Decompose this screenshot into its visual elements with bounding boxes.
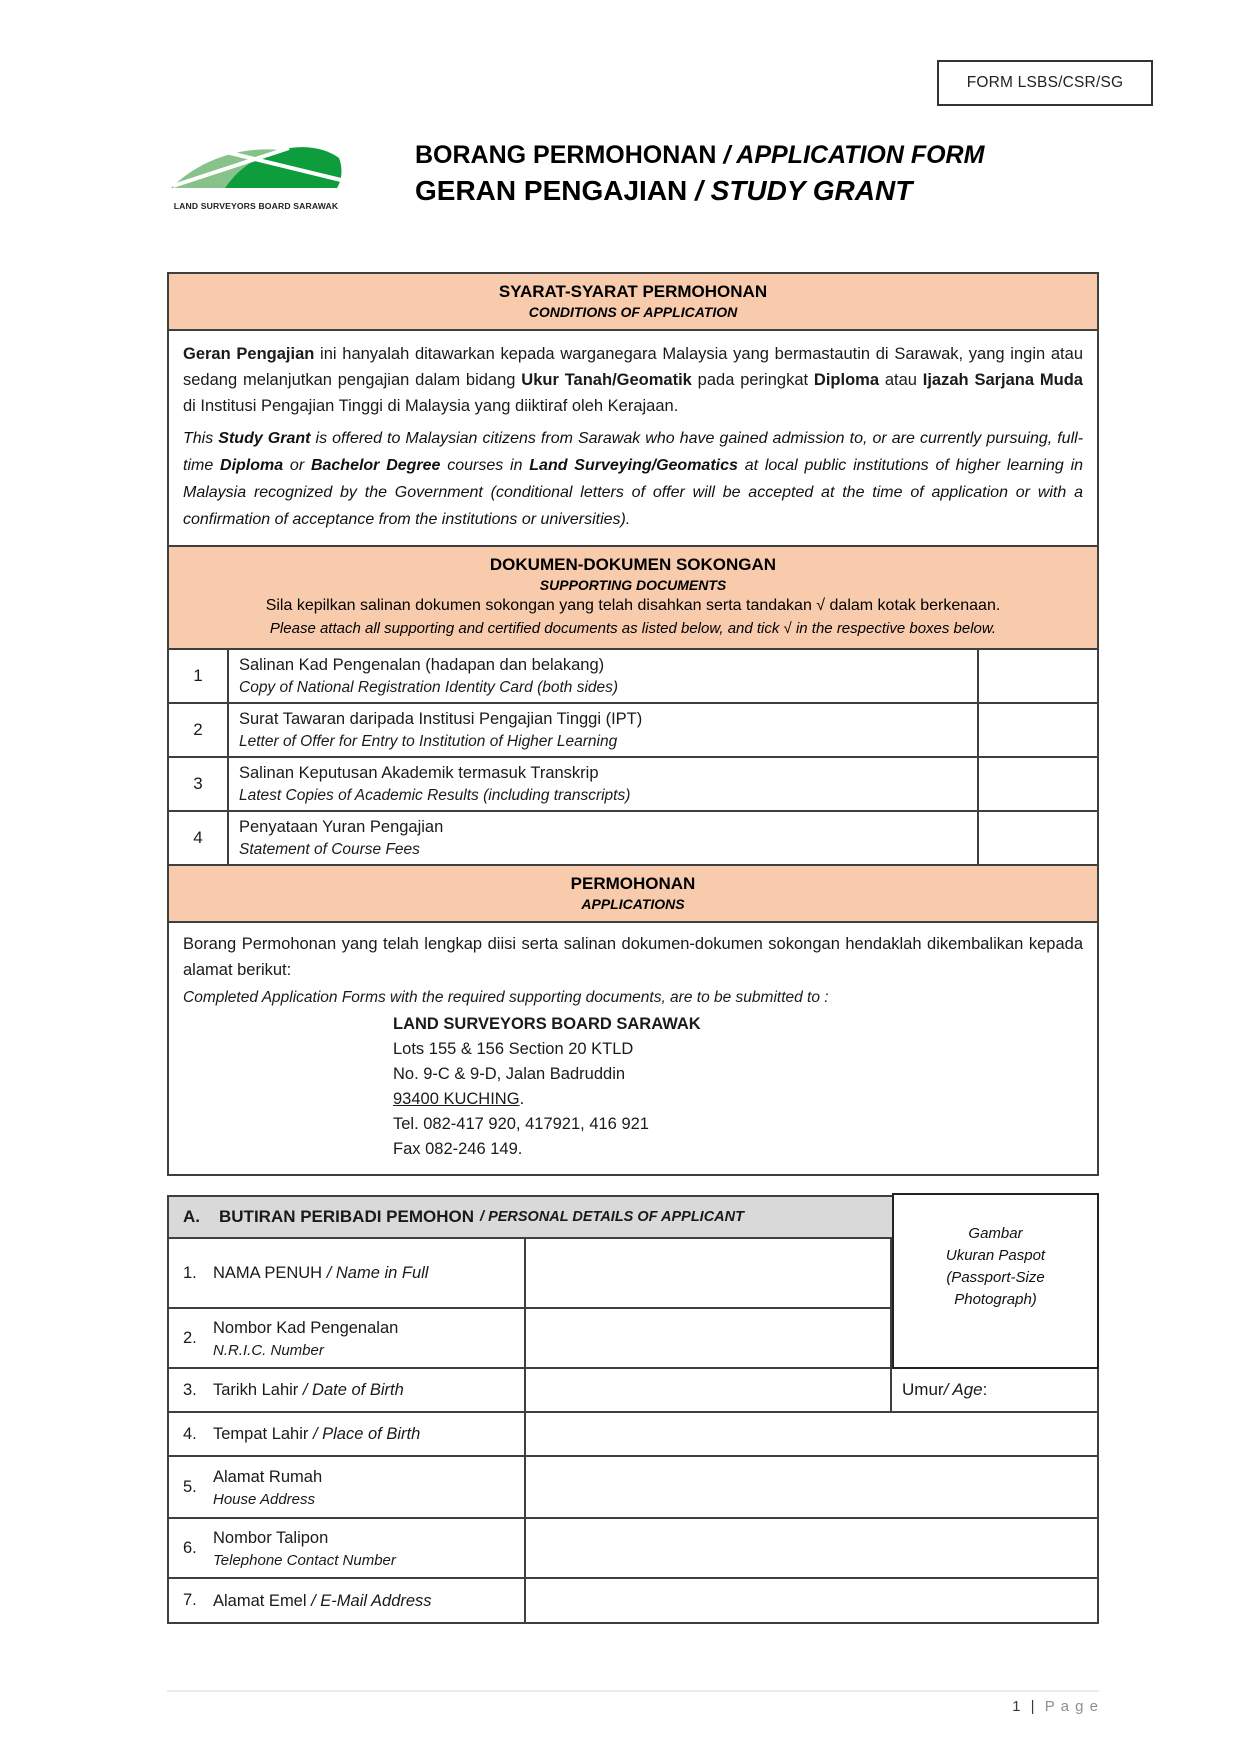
title-line-2: GERAN PENGAJIAN / STUDY GRANT [415, 175, 913, 206]
page-footer [167, 1698, 1099, 1715]
field-row-place-of-birth [167, 1413, 1099, 1457]
document-row-en: Latest Copies of Academic Results (including transcripts) [239, 787, 631, 804]
section-a-title-ms: BUTIRAN PERIBADI PEMOHON [219, 1207, 475, 1226]
address-line-1: LAND SURVEYORS BOARD SARAWAK [393, 1015, 701, 1033]
lsbs-logo [167, 136, 345, 211]
document-row-en: Copy of National Registration Identity Card (both sides) [239, 679, 619, 696]
form-code-box [937, 60, 1153, 106]
lsbs-logo-icon [167, 136, 345, 194]
documents-section-header [169, 547, 1097, 650]
page-label: P a g e [1044, 1698, 1099, 1715]
address-line-6: Fax 082-246 149. [393, 1140, 523, 1158]
field-title: NAMA PENUH / Name in Full [213, 1264, 429, 1282]
input-telephone[interactable] [526, 1519, 1099, 1579]
applications-section-header [169, 866, 1097, 923]
applications-paragraph-en: Completed Application Forms with the required supporting documents, are to be submitted to : [183, 989, 829, 1006]
input-house-address[interactable] [526, 1457, 1099, 1519]
document-row-en: Letter of Offer for Entry to Institution of Higher Learning [239, 733, 618, 750]
passport-photo-box [892, 1193, 1099, 1369]
photo-box-line: Gambar [968, 1225, 1023, 1242]
field-label [167, 1309, 526, 1369]
input-place-of-birth[interactable] [526, 1413, 1099, 1457]
field-number: 6. [183, 1538, 197, 1557]
logo-caption: LAND SURVEYORS BOARD SARAWAK [173, 201, 339, 211]
document-row-1 [169, 650, 1097, 704]
document-row-text [229, 758, 977, 810]
document-row-en: Statement of Course Fees [239, 841, 420, 858]
form-code-text: FORM LSBS/CSR/SG [966, 74, 1124, 91]
conditions-section-header [169, 274, 1097, 331]
conditions-paragraph-en: This Study Grant is offered to Malaysian citizens from Sarawak who have gained admission to, or are currently pursuing, full-time Diploma or Bachelor Degree courses in Land Surveying/Geomatics at local public institutions of higher learning in Malaysia recognized by the Government (conditional letters of offer will be accepted at the time of application or with a confirmation of acceptance from the institutions or universities). [183, 430, 1084, 528]
address-line-2: Lots 155 & 156 Section 20 KTLD [393, 1040, 634, 1058]
documents-note-ms: Sila kepilkan salinan dokumen sokongan yang telah disahkan serta tandakan √ dalam kotak berkenaan. [265, 597, 1001, 614]
documents-note-en: Please attach all supporting and certified documents as listed below, and tick √ in the respective boxes below. [269, 620, 997, 637]
footer-rule [167, 1690, 1099, 1692]
document-row-4 [169, 812, 1097, 866]
page-number: 1 [1012, 1698, 1021, 1715]
document-row-number: 1 [169, 650, 229, 702]
field-subtitle: N.R.I.C. Number [213, 1341, 324, 1359]
field-number: 2. [183, 1328, 197, 1347]
photo-box-line: Photograph) [954, 1291, 1037, 1308]
document-row-number: 4 [169, 812, 229, 864]
document-row-number: 3 [169, 758, 229, 810]
conditions-paragraph-ms: Geran Pengajian ini hanyalah ditawarkan kepada warganegara Malaysia yang bermastautin di Sarawak, yang ingin atau sedang melanjutkan pengajian dalam bidang Ukur Tanah/Geomatik pada peringkat Diploma atau Ijazah Sarjana Muda di Institusi Pengajian Tinggi di Malaysia yang diiktiraf oleh Kerajaan. [183, 345, 1083, 415]
field-number: 3. [183, 1380, 197, 1399]
personal-details-section [167, 1195, 1099, 1624]
field-number: 1. [183, 1263, 197, 1282]
field-label [167, 1369, 526, 1413]
applications-paragraph-ms: Borang Permohonan yang telah lengkap diisi serta salinan dokumen-dokumen sokongan hendaklah dikembalikan kepada alamat berikut: [183, 935, 1083, 979]
photo-box-line: Ukuran Paspot [945, 1247, 1046, 1264]
field-row-house-address [167, 1457, 1099, 1519]
address-line-4: 93400 KUCHING. [393, 1090, 525, 1108]
document-row-ms: Surat Tawaran daripada Institusi Pengajian Tinggi (IPT) [239, 710, 643, 728]
field-subtitle: House Address [213, 1490, 315, 1508]
field-row-telephone [167, 1519, 1099, 1579]
conditions-title-ms: SYARAT-SYARAT PERMOHONAN [498, 282, 768, 301]
field-title: Nombor Kad Pengenalan [213, 1318, 399, 1337]
document-title [415, 138, 1065, 210]
documents-title-ms: DOKUMEN-DOKUMEN SOKONGAN [489, 555, 777, 574]
photo-box-line: (Passport-Size [946, 1269, 1045, 1286]
main-table [167, 272, 1099, 1176]
document-row-text [229, 650, 977, 702]
age-cell[interactable]: Umur / Age : [892, 1369, 1099, 1413]
field-number: 4. [183, 1424, 197, 1443]
field-label [167, 1239, 526, 1309]
tick-box-1[interactable] [977, 650, 1097, 702]
document-row-2 [169, 704, 1097, 758]
applications-body [169, 923, 1097, 1174]
input-full-name[interactable] [526, 1239, 892, 1309]
field-number: 5. [183, 1477, 197, 1496]
field-title: Nombor Talipon [213, 1528, 329, 1547]
tick-box-4[interactable] [977, 812, 1097, 864]
applications-title-ms: PERMOHONAN [570, 874, 696, 893]
document-row-ms: Salinan Kad Pengenalan (hadapan dan belakang) [239, 656, 605, 674]
field-row-email [167, 1579, 1099, 1624]
page-separator: | [1030, 1698, 1035, 1715]
document-row-ms: Penyataan Yuran Pengajian [239, 818, 444, 836]
input-nric[interactable] [526, 1309, 892, 1369]
field-subtitle: Telephone Contact Number [213, 1551, 396, 1569]
tick-box-3[interactable] [977, 758, 1097, 810]
field-label [167, 1413, 526, 1457]
field-row-date-of-birth [167, 1369, 1099, 1413]
field-title: Alamat Emel / E-Mail Address [213, 1591, 432, 1610]
field-title: Tarikh Lahir / Date of Birth [213, 1381, 404, 1399]
document-row-ms: Salinan Keputusan Akademik termasuk Transkrip [239, 764, 599, 782]
document-row-text [229, 704, 977, 756]
document-row-3 [169, 758, 1097, 812]
field-title: Tempat Lahir / Place of Birth [213, 1425, 421, 1443]
title-line-1: BORANG PERMOHONAN / APPLICATION FORM [415, 141, 985, 169]
document-row-text [229, 812, 977, 864]
conditions-body [169, 331, 1097, 547]
section-a-title-en: / PERSONAL DETAILS OF APPLICANT [480, 1209, 744, 1225]
field-label [167, 1579, 526, 1624]
applications-title-en: APPLICATIONS [581, 896, 685, 912]
address-line-5: Tel. 082-417 920, 417921, 416 921 [393, 1115, 649, 1133]
tick-box-2[interactable] [977, 704, 1097, 756]
conditions-title-en: CONDITIONS OF APPLICATION [528, 304, 738, 320]
input-date-of-birth[interactable] [526, 1369, 892, 1413]
section-a-letter: A. [183, 1207, 200, 1226]
input-email[interactable] [526, 1579, 1099, 1624]
address-line-3: No. 9-C & 9-D, Jalan Badruddin [393, 1065, 626, 1083]
field-number: 7. [183, 1591, 197, 1609]
document-row-number: 2 [169, 704, 229, 756]
field-label [167, 1457, 526, 1519]
submission-address [393, 1012, 1083, 1162]
documents-title-en: SUPPORTING DOCUMENTS [539, 577, 727, 593]
field-label [167, 1519, 526, 1579]
field-title: Alamat Rumah [213, 1467, 323, 1486]
